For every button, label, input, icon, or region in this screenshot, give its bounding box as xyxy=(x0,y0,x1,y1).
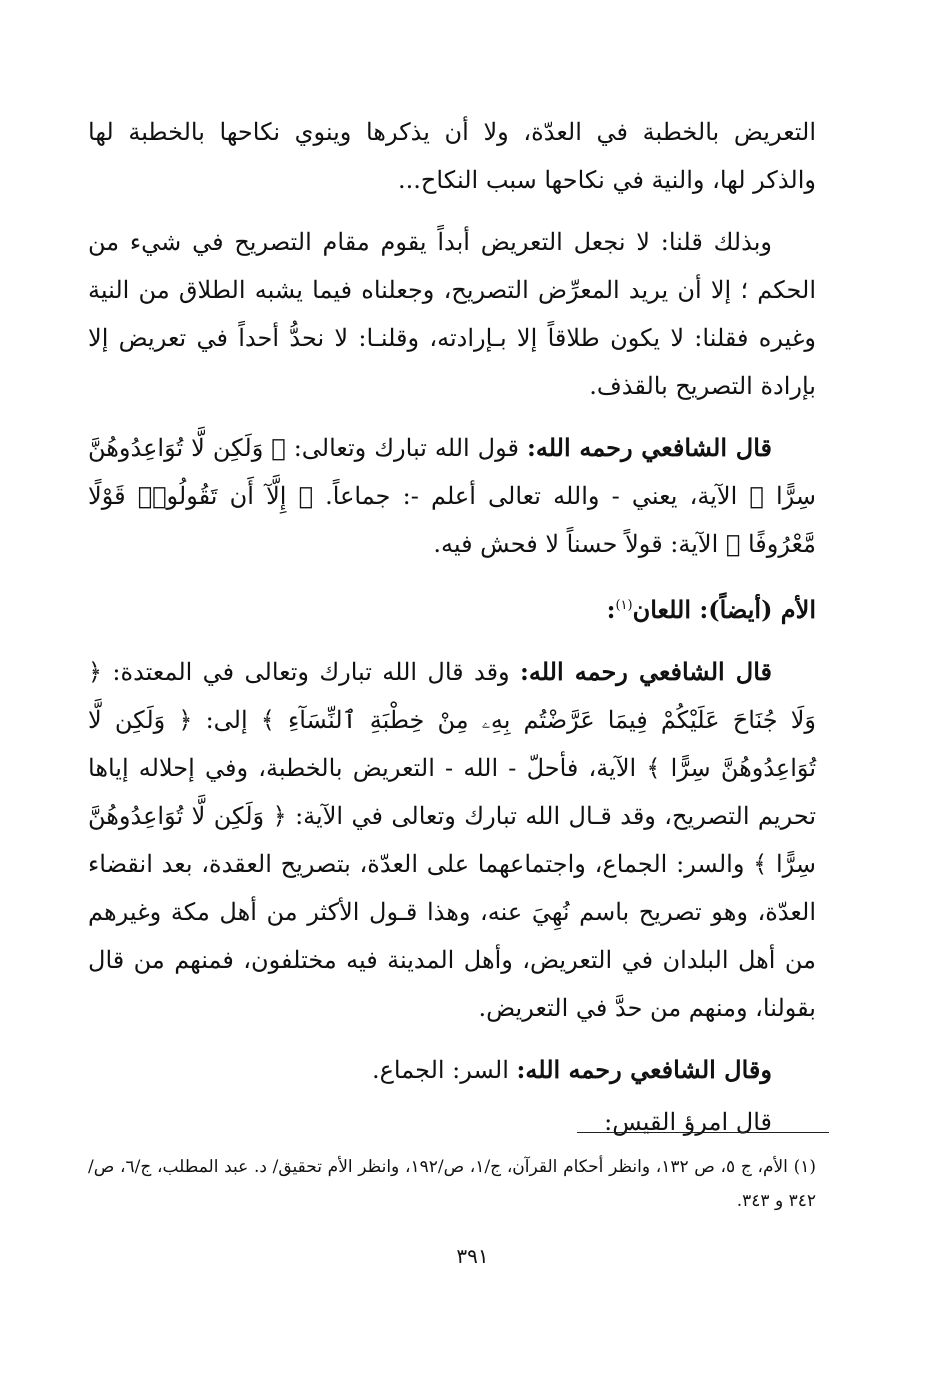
paragraph-5-text: السر: الجماع. xyxy=(371,1056,517,1084)
paragraph-4-text: وقد قال الله تبارك وتعالى في المعتدة: ﴿ وَلَا جُنَاحَ عَلَيْكُمْ فِيمَا عَرَّضْتُم بِهِۦ مِنْ خِطْبَةِ ٱلنِّسَآءِ ﴾ إلى: ﴿ وَلَكِن لَّا تُوَاعِدُوهُنَّ سِرًّا ﴾ الآية، فأحلّ - الله - التعريض بالخطبة، وفي إحلاله إياها تحريم التصريح، وقد قـال الله تبارك وتعالى في الآية: ﴿ وَلَكِن لَّا تُوَاعِدُوهُنَّ سِرًّا ﴾ والسر: الجماع، واجتماعهما على العدّة، بتصريح العقدة، بعد انقضاء العدّة، وهو تصريح باسم نُهِيَ عنه، وهذا قـول الأكثر من أهل مكة وغيرهم من أهل البلدان في التعريض، وأهل المدينة فيه مختلفون، فمنهم من قال بقولنا، ومنهم من حدَّ في التعريض. xyxy=(88,658,816,1022)
footnote-divider xyxy=(577,1132,829,1133)
paragraph-4 xyxy=(88,648,816,1032)
paragraph-3 xyxy=(88,424,816,568)
speaker-label: قال الشافعي رحمه الله: xyxy=(527,433,772,462)
section-heading xyxy=(88,582,816,634)
page-body xyxy=(88,108,816,1150)
page-number: ٣٩١ xyxy=(456,1244,489,1268)
section-heading-text: الأم (أيضاً): اللعان xyxy=(632,595,816,624)
footnote: (١) الأم، ج ٥، ص ١٣٢، وانظر أحكام القرآن، ج/١، ص/١٩٢، وانظر الأم تحقيق/ د. عبد المطلب، ج/٦، ص/ ٣٤٢ و ٣٤٣. xyxy=(88,1157,816,1211)
paragraph-2: وبذلك قلنا: لا نجعل التعريض أبداً يقوم مقام التصريح في شيء من الحكم ؛ إلا أن يريد المعرِّض التصريح، وجعلناه فيما يشبه الطلاق من النية وغيره فقلنا: لا يكون طلاقاً إلا بـإرادته، وقلنـا: لا نحدُّ أحداً في تعريض إلا بإرادة التصريح بالقذف. xyxy=(88,228,816,400)
paragraph-6: قال امرؤ القيس: xyxy=(604,1108,772,1136)
speaker-label: قال الشافعي رحمه الله: xyxy=(519,657,772,686)
section-heading-colon: : xyxy=(606,595,616,624)
speaker-label: وقال الشافعي رحمه الله: xyxy=(516,1055,772,1084)
footnote-ref: (١) xyxy=(615,598,633,613)
paragraph-3-text: قول الله تبارك وتعالى: ﴿ وَلَكِن لَّا تُوَاعِدُوهُنَّ سِرًّا ﴾ الآية، يعني - والله تعالى أعلم -: جماعاً. ﴿ إِلَّآ أَن تَقُولُوا۟ قَوْلًا مَّعْرُوفًا ﴾ الآية: قولاً حسناً لا فحش فيه. xyxy=(88,434,816,558)
paragraph-5 xyxy=(88,1046,816,1094)
paragraph-1: التعريض بالخطبة في العدّة، ولا أن يذكرها وينوي نكاحها بالخطبة لها والذكر لها، والنية في نكاحها سبب النكاح... xyxy=(88,118,816,194)
